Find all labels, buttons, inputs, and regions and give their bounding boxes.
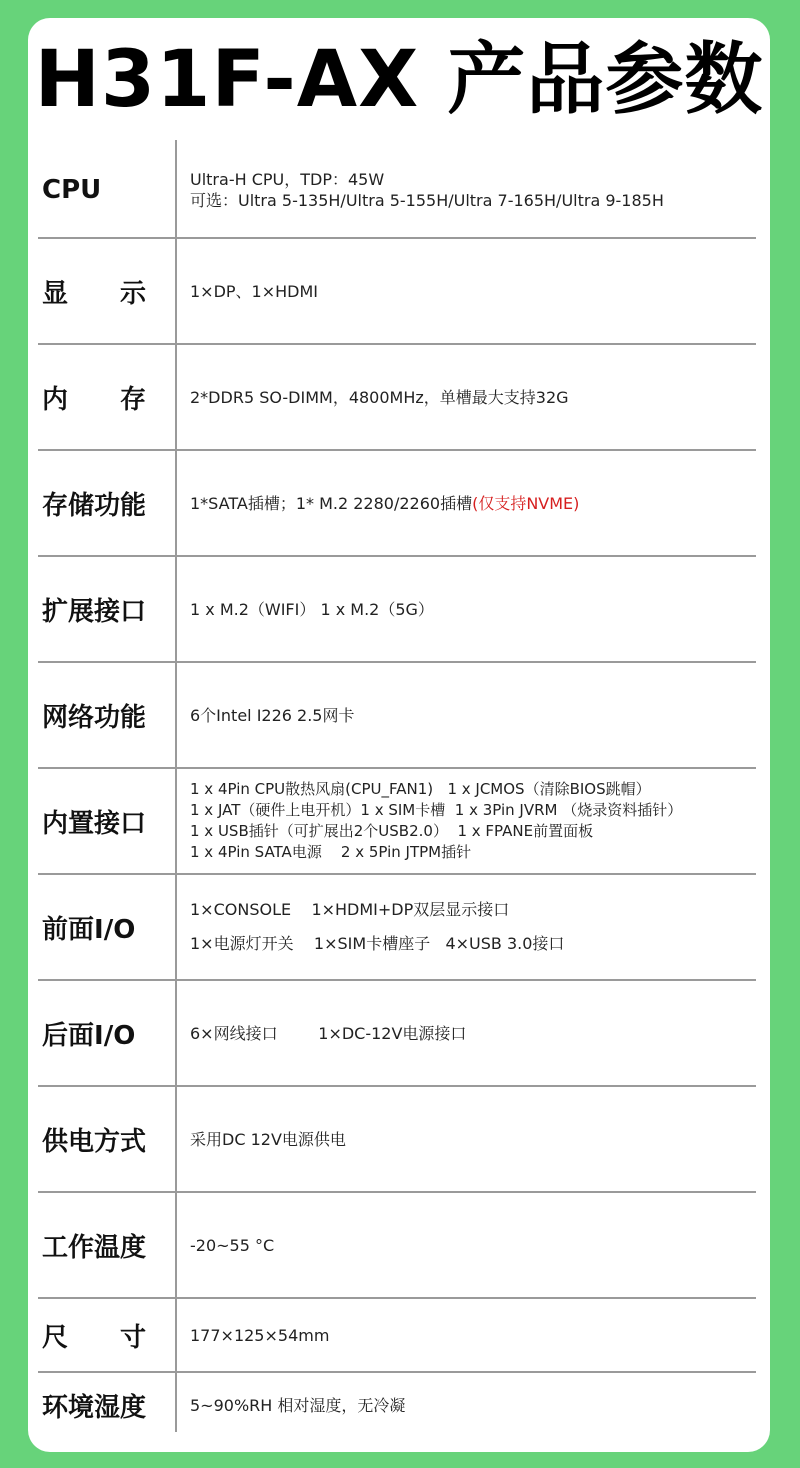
spec-value-line: 可选：Ultra 5-135H/Ultra 5-155H/Ultra 7-165H/Ultra 9-185H (190, 190, 664, 210)
spec-row-network (28, 663, 770, 767)
spec-value-line: 1 x JAT（硬件上电开机）1 x SIM卡槽 1 x 3Pin JVRM （烧录资料插针） (190, 801, 683, 819)
spec-value (190, 1373, 764, 1437)
spec-label: 网络功能 (42, 702, 147, 733)
spec-value-line: 5~90%RH 相对湿度，无冷凝 (190, 1395, 406, 1415)
spec-row-internal-ports (28, 769, 770, 873)
spec-value-line: Ultra-H CPU，TDP：45W (190, 169, 385, 189)
label-char: 后 (42, 1020, 69, 1051)
label-char: C (42, 174, 62, 205)
label-char: I (94, 1020, 104, 1051)
label-char: 前 (42, 914, 69, 945)
spec-value-line: 1×电源灯开关 1×SIM卡槽座子 4×USB 3.0接口 (190, 934, 565, 953)
spec-value-line: 1×CONSOLE 1×HDMI+DP双层显示接口 (190, 900, 510, 919)
spec-label: 工作温度 (42, 1232, 147, 1263)
spec-label (42, 981, 162, 1085)
spec-label: 环境湿度 (42, 1392, 147, 1423)
spec-row-expansion (28, 557, 770, 661)
spec-value-line: 采用DC 12V电源供电 (190, 1129, 346, 1149)
label-char: / (103, 1020, 114, 1051)
label-char: P (61, 174, 81, 205)
spec-row-storage (28, 451, 770, 555)
spec-value-line: 6×网线接口 1×DC-12V电源接口 (190, 1023, 467, 1043)
spec-value (190, 663, 764, 767)
spec-value (190, 1299, 764, 1371)
spec-value-line: 6个Intel I226 2.5网卡 (190, 705, 355, 725)
spec-value-line: 1 x M.2（WIFI） 1 x M.2（5G） (190, 599, 434, 619)
spec-value-line: 1×DP、1×HDMI (190, 281, 319, 301)
spec-label (42, 142, 162, 237)
spec-row-cpu (28, 142, 770, 237)
spec-label: 显 示 (42, 278, 147, 309)
spec-value (190, 451, 764, 555)
spec-label (42, 875, 162, 979)
spec-value-line: 1 x 4Pin SATA电源 2 x 5Pin JTPM插针 (190, 843, 472, 861)
spec-label: 内 存 (42, 384, 147, 415)
spec-value (190, 239, 764, 343)
spec-label: 存储功能 (42, 490, 147, 521)
spec-row-display (28, 239, 770, 343)
nvme-note: (仅支持NVME) (472, 493, 580, 513)
spec-label: 尺 寸 (42, 1322, 147, 1353)
spec-row-front-io (28, 875, 770, 979)
spec-row-power (28, 1087, 770, 1191)
spec-value-line: 177×125×54mm (190, 1325, 330, 1345)
label-char: / (103, 914, 114, 945)
label-char: 面 (68, 914, 95, 945)
spec-value (190, 875, 764, 979)
label-char: O (113, 1020, 136, 1051)
page-title: H31F-AX 产品参数 (34, 35, 764, 125)
spec-label: 扩展接口 (42, 596, 147, 627)
label-char: I (94, 914, 104, 945)
spec-value-line: 1 x USB插针（可扩展出2个USB2.0） 1 x FPANE前置面板 (190, 822, 594, 840)
spec-value (190, 557, 764, 661)
spec-value (190, 1087, 764, 1191)
spec-value (190, 981, 764, 1085)
spec-label: 供电方式 (42, 1126, 147, 1157)
spec-label: 内置接口 (42, 808, 147, 839)
spec-row-humidity (28, 1373, 770, 1437)
spec-card (28, 18, 770, 1452)
spec-value (190, 1193, 764, 1297)
spec-row-dimensions (28, 1299, 770, 1371)
spec-value (190, 769, 764, 873)
spec-value-line: 2*DDR5 SO-DIMM，4800MHz，单槽最大支持32G (190, 387, 569, 407)
spec-row-temperature (28, 1193, 770, 1297)
spec-row-rear-io (28, 981, 770, 1085)
spec-value (190, 345, 764, 449)
spec-value (190, 142, 764, 237)
spec-value-line: 1 x 4Pin CPU散热风扇(CPU_FAN1) 1 x JCMOS（清除BIOS跳帽） (190, 780, 651, 798)
label-char: 面 (68, 1020, 95, 1051)
spec-row-memory (28, 345, 770, 449)
spec-value-line: 1*SATA插槽；1* M.2 2280/2260插槽(仅支持NVME) (190, 493, 580, 513)
label-char: U (80, 174, 102, 205)
label-char: O (113, 914, 136, 945)
spec-value-line: -20~55 °C (190, 1235, 275, 1255)
